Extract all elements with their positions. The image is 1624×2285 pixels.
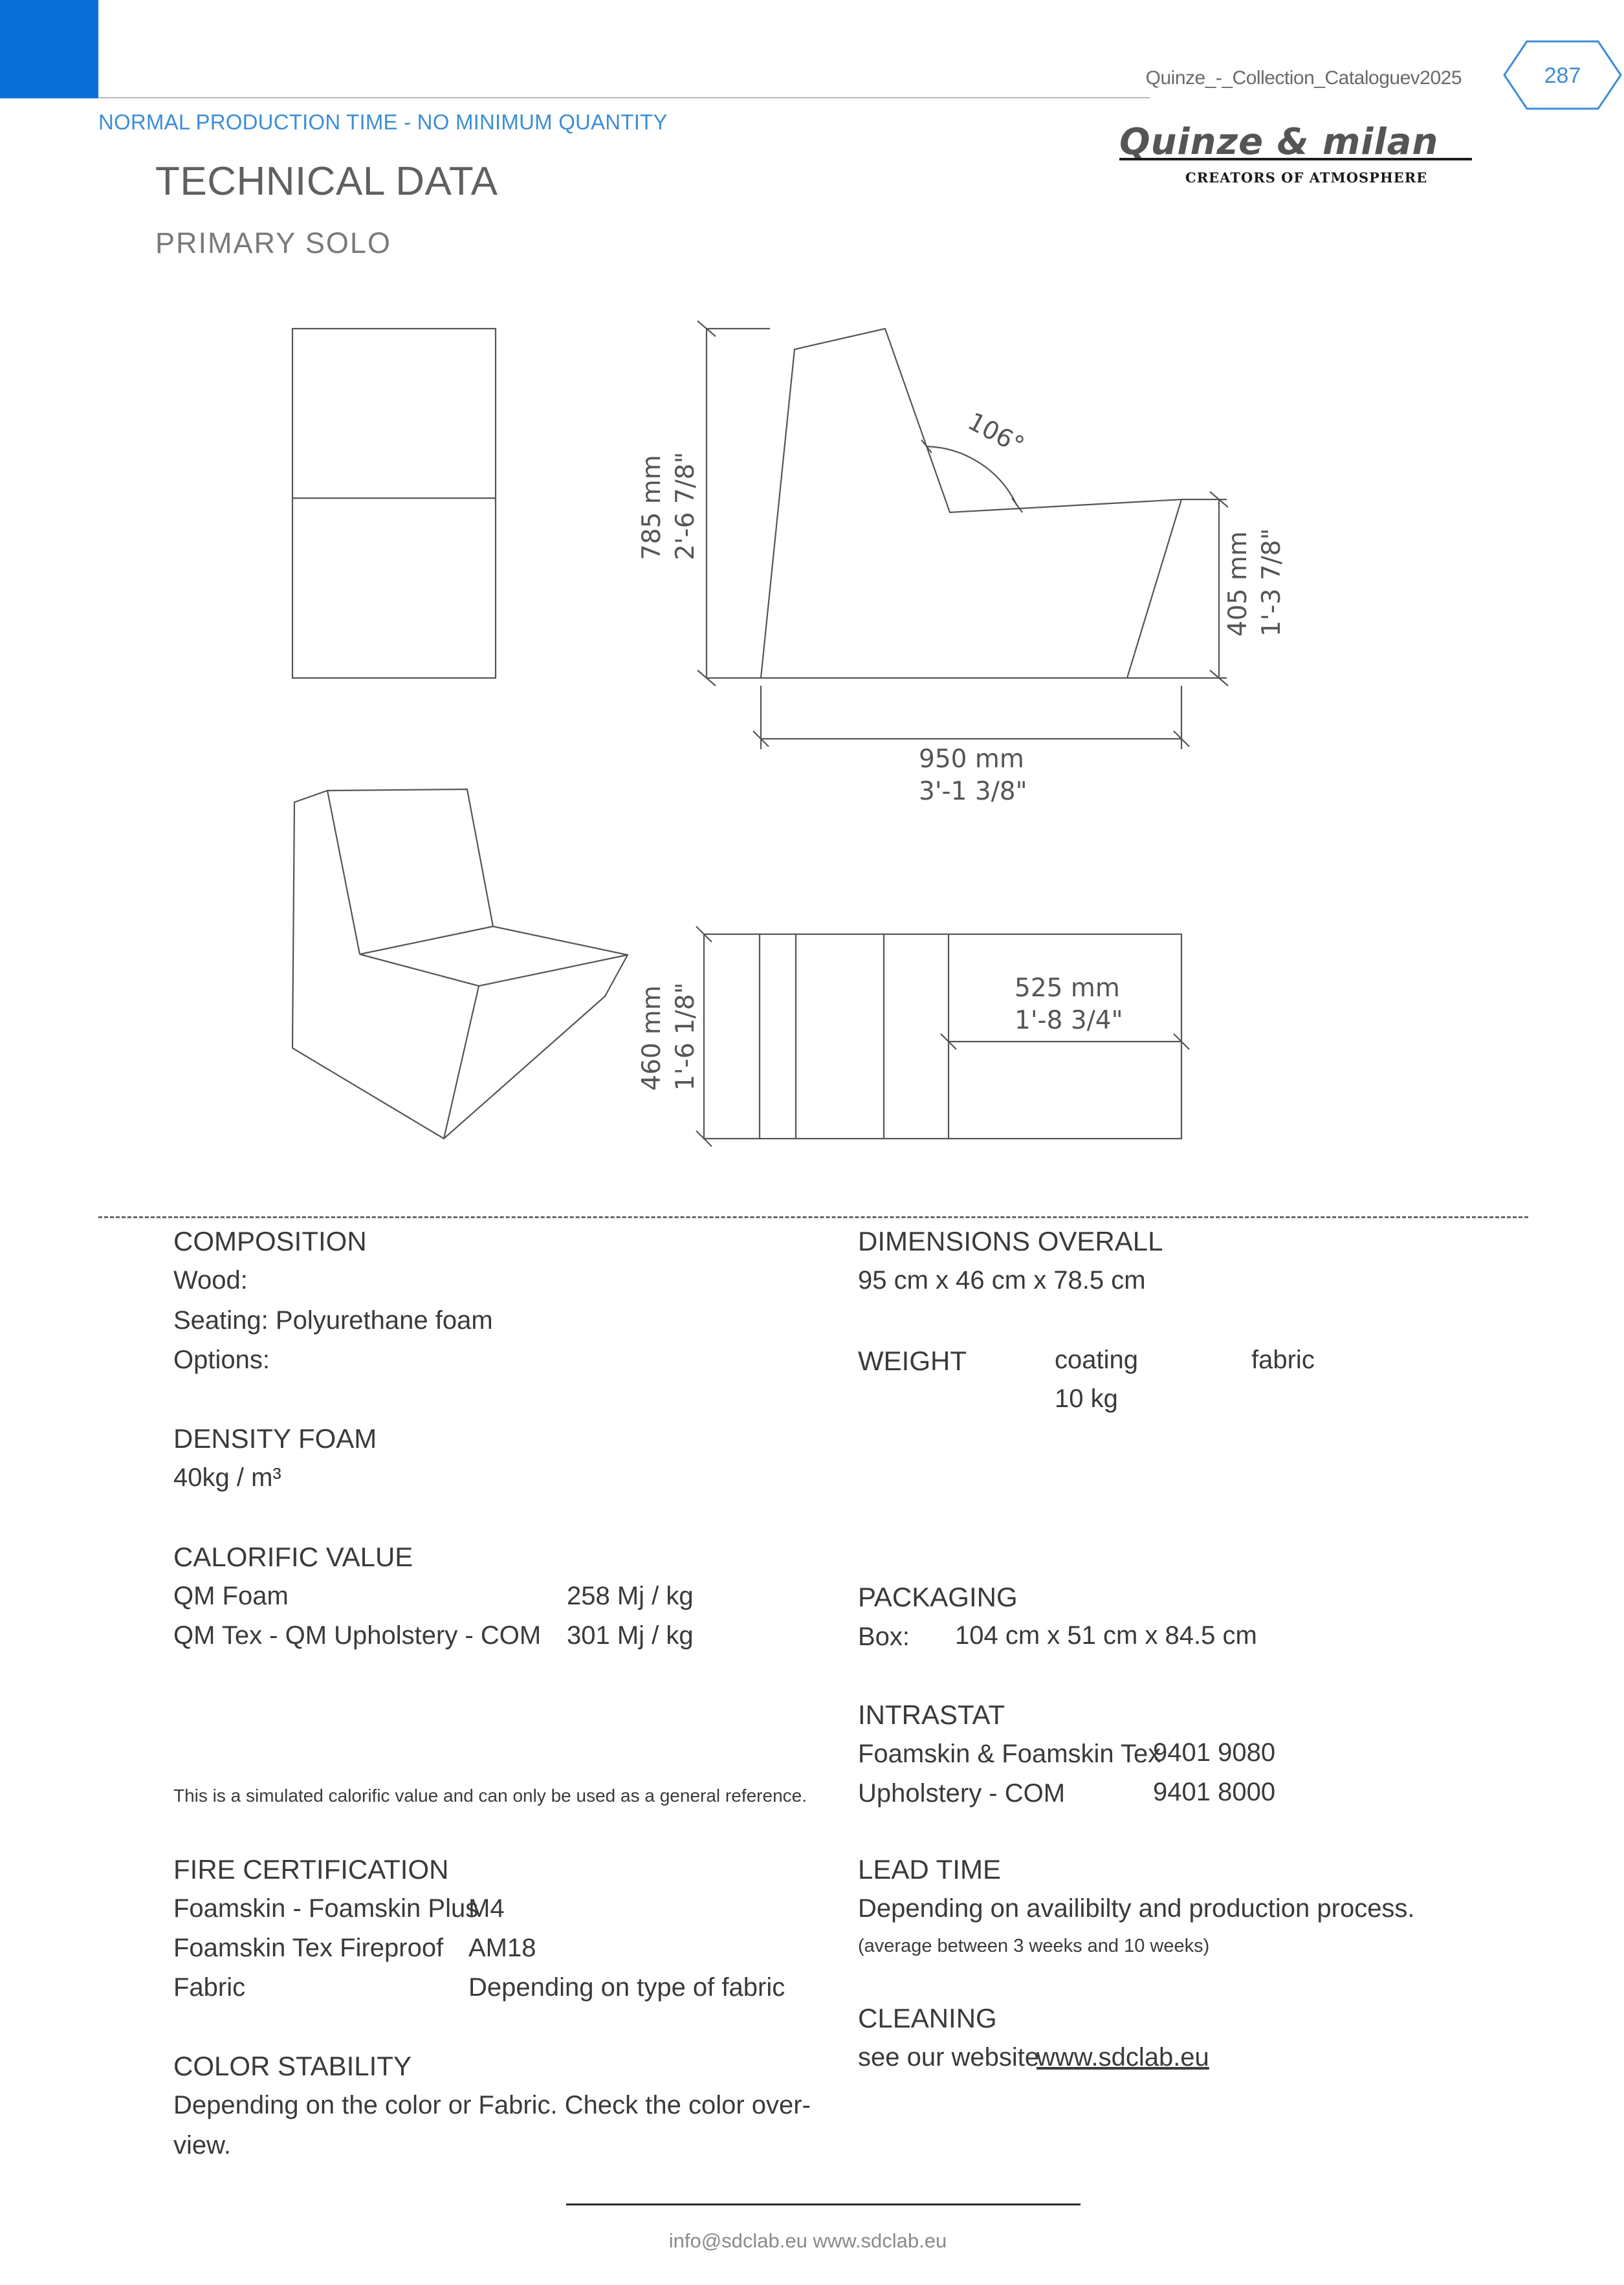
depth-imperial-label: 1'-6 1/8" xyxy=(671,982,700,1091)
lead-time-heading: LEAD TIME xyxy=(858,1854,1001,1885)
weight-col-coating: coating xyxy=(1055,1346,1138,1374)
fire-row-label: Fabric xyxy=(173,1973,246,2002)
svg-text:Quinze & milan: Quinze & milan xyxy=(1119,121,1439,163)
density-heading: DENSITY FOAM xyxy=(173,1423,377,1454)
technical-drawing xyxy=(246,298,1286,1164)
side-view-outline xyxy=(761,329,1181,678)
fire-row-value: Depending on type of fabric xyxy=(468,1973,785,2002)
lead-time-text: Depending on availibilty and production process. xyxy=(858,1894,1415,1923)
fire-heading: FIRE CERTIFICATION xyxy=(173,1854,449,1885)
angle-label: 106° xyxy=(963,406,1029,460)
intrastat-row-value: 9401 8000 xyxy=(1153,1778,1276,1806)
calorific-row-label: QM Foam xyxy=(173,1582,289,1610)
calorific-note: This is a simulated calorific value and can only be used as a general reference. xyxy=(173,1786,807,1806)
footer-rule xyxy=(566,2203,1081,2205)
intrastat-row-label: Upholstery - COM xyxy=(858,1779,1066,1808)
fire-row-value: AM18 xyxy=(468,1934,536,1962)
top-view-outline xyxy=(760,934,1181,1139)
density-value: 40kg / m³ xyxy=(173,1463,281,1492)
brand-tagline: CREATORS OF ATMOSPHERE xyxy=(1185,169,1428,186)
catalog-name: Quinze_-_Collection_Cataloguev2025 xyxy=(1145,67,1462,89)
weight-heading: WEIGHT xyxy=(858,1346,967,1376)
lead-time-note: (average between 3 weeks and 10 weeks) xyxy=(858,1936,1210,1956)
cleaning-text: see our website xyxy=(858,2043,1040,2072)
page-number: 287 xyxy=(1544,63,1581,88)
width-label: 525 mm xyxy=(1015,974,1120,1003)
color-stability-text: Depending on the color or Fabric. Check the color over- xyxy=(173,2091,811,2119)
angle-arc xyxy=(927,446,1017,506)
intrastat-row-label: Foamskin & Foamskin Tex xyxy=(858,1740,1161,1768)
calorific-row-value: 301 Mj / kg xyxy=(567,1621,694,1650)
composition-seating: Seating: Polyurethane foam xyxy=(173,1306,493,1335)
fire-row-label: Foamskin Tex Fireproof xyxy=(173,1934,444,1962)
intrastat-heading: INTRASTAT xyxy=(858,1700,1005,1730)
front-view-outline xyxy=(292,329,496,678)
production-note: NORMAL PRODUCTION TIME - NO MINIMUM QUANTITY xyxy=(98,110,668,134)
weight-col-fabric: fabric xyxy=(1251,1346,1315,1374)
packaging-heading: PACKAGING xyxy=(858,1582,1018,1612)
dimensions-value: 95 cm x 46 cm x 78.5 cm xyxy=(858,1266,1146,1295)
cleaning-heading: CLEANING xyxy=(858,2003,997,2033)
width-imperial-label: 1'-8 3/4" xyxy=(1015,1006,1123,1035)
intrastat-row-value: 9401 9080 xyxy=(1153,1738,1276,1767)
depth-label: 460 mm xyxy=(637,985,666,1091)
corner-accent-block xyxy=(0,0,98,98)
section-divider xyxy=(98,1216,1528,1218)
packaging-label: Box: xyxy=(858,1623,910,1651)
composition-heading: COMPOSITION xyxy=(173,1226,367,1256)
packaging-value: 104 cm x 51 cm x 84.5 cm xyxy=(955,1621,1257,1650)
weight-value: 10 kg xyxy=(1055,1384,1118,1413)
length-label: 950 mm xyxy=(919,745,1024,774)
perspective-view-outline xyxy=(292,789,628,1139)
seat-height-imperial-label: 1'-3 7/8" xyxy=(1257,528,1286,637)
height-imperial-label: 2'-6 7/8" xyxy=(671,452,700,560)
calorific-heading: CALORIFIC VALUE xyxy=(173,1542,413,1572)
page-title: TECHNICAL DATA xyxy=(155,159,498,204)
header-rule xyxy=(98,97,1150,98)
website-link[interactable]: www.sdclab.eu xyxy=(1037,2043,1209,2072)
dimensions-heading: DIMENSIONS OVERALL xyxy=(858,1226,1163,1256)
length-imperial-label: 3'-1 3/8" xyxy=(919,777,1027,806)
footer-contact: info@sdclab.eu www.sdclab.eu xyxy=(668,2229,947,2252)
calorific-row-label: QM Tex - QM Upholstery - COM xyxy=(173,1621,542,1650)
product-name: PRIMARY SOLO xyxy=(155,226,391,259)
composition-options: Options: xyxy=(173,1346,270,1374)
composition-wood: Wood: xyxy=(173,1266,248,1295)
calorific-row-value: 258 Mj / kg xyxy=(567,1582,694,1610)
seat-height-label: 405 mm xyxy=(1223,531,1253,637)
color-stability-heading: COLOR STABILITY xyxy=(173,2051,411,2081)
fire-row-value: M4 xyxy=(468,1894,505,1923)
fire-row-label: Foamskin - Foamskin Plus xyxy=(173,1894,479,1923)
height-label: 785 mm xyxy=(637,455,666,560)
color-stability-text-cont: view. xyxy=(173,2131,231,2159)
